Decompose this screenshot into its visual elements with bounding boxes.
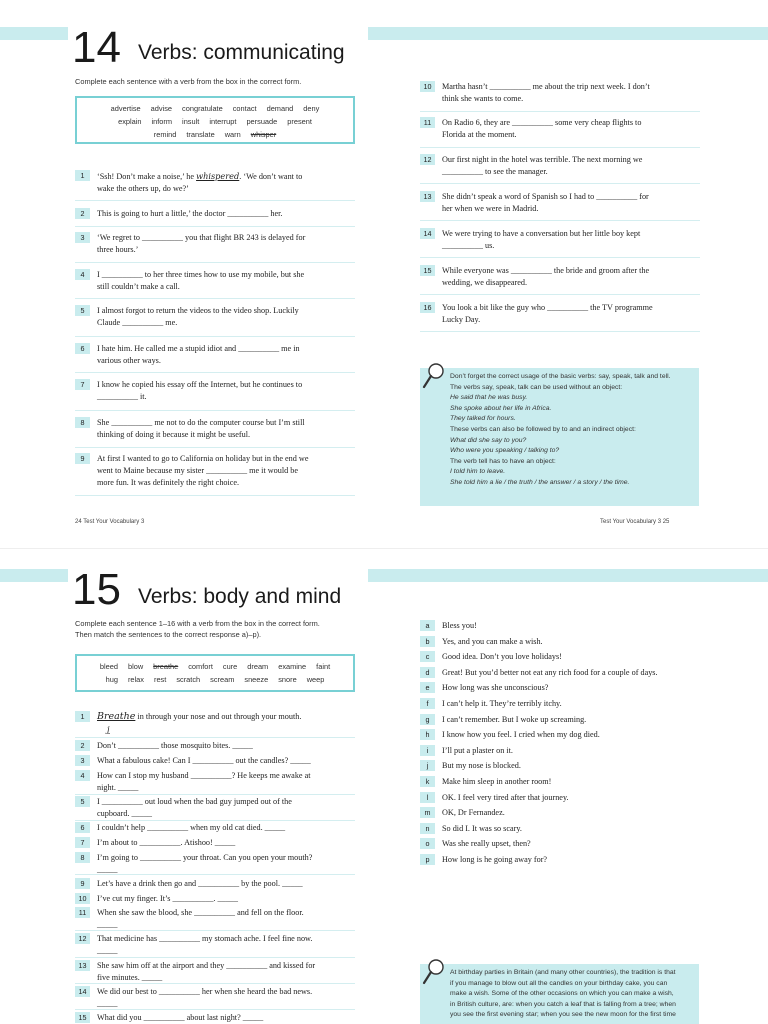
word: advise bbox=[150, 104, 173, 113]
question-15-2 bbox=[75, 740, 365, 754]
response-i bbox=[420, 745, 720, 759]
question-number: 14 bbox=[420, 228, 435, 239]
magnifier-icon bbox=[421, 362, 447, 390]
question-14-1 bbox=[75, 170, 365, 200]
word-used: whisper bbox=[250, 130, 277, 139]
magnifier-icon bbox=[421, 958, 447, 986]
word: persuade bbox=[246, 117, 278, 126]
word: translate bbox=[186, 130, 215, 139]
response-p bbox=[420, 854, 720, 868]
question-number: 3 bbox=[75, 755, 90, 766]
question-14-12 bbox=[420, 154, 710, 182]
tip-line: The verb tell has to have an object: bbox=[450, 457, 556, 465]
response-letter: l bbox=[420, 792, 435, 803]
question-14-5 bbox=[75, 305, 365, 333]
word: faint bbox=[316, 662, 331, 671]
question-15-3 bbox=[75, 755, 365, 769]
divider bbox=[75, 336, 355, 337]
question-text: We did our best to __________ her when she heard the bad news. _____ bbox=[97, 987, 313, 1008]
question-14-16 bbox=[420, 302, 710, 330]
question-number: 10 bbox=[420, 81, 435, 92]
word: bleed bbox=[99, 662, 118, 671]
question-text: She saw him off at the airport and they __________ and kissed for five minutes. _____ bbox=[97, 961, 316, 982]
word: relax bbox=[127, 675, 144, 684]
response-f bbox=[420, 698, 720, 712]
question-number: 15 bbox=[75, 1012, 90, 1023]
question-15-15 bbox=[75, 1012, 365, 1024]
response-c bbox=[420, 651, 720, 665]
question-text: I almost forgot to return the videos to the video shop. Luckily Claude __________ me. bbox=[97, 306, 299, 327]
question-15-6 bbox=[75, 822, 365, 836]
word: scratch bbox=[176, 675, 201, 684]
question-text: I’ve cut my finger. It’s __________. _____ bbox=[97, 894, 238, 903]
unit14-instruction: Complete each sentence with a verb from the box in the correct form. bbox=[75, 77, 302, 86]
tip-line: if you manage to blow out all the candles on your birthday cake, you can bbox=[450, 979, 668, 987]
question-text: At first I wanted to go to California on holiday but in the end we went to Maine because my sister __________ me it would be more fun. It was definitely the right choice. bbox=[97, 454, 309, 487]
word: hug bbox=[105, 675, 118, 684]
response-letter: a bbox=[420, 620, 435, 631]
divider bbox=[75, 874, 355, 875]
response-letter: p bbox=[420, 854, 435, 865]
word: scream bbox=[210, 675, 235, 684]
tip-example: She told him a lie / the truth / the answer / a story / the time. bbox=[450, 478, 630, 486]
question-number: 15 bbox=[420, 265, 435, 276]
divider bbox=[75, 794, 355, 795]
question-number: 2 bbox=[75, 740, 90, 751]
response-text: Good idea. Don’t you love holidays! bbox=[442, 652, 562, 662]
question-14-4 bbox=[75, 269, 365, 297]
tip-line: make a wish. Some of the other occasions on which you can make a wish, bbox=[450, 990, 674, 998]
word: explain bbox=[118, 117, 142, 126]
response-a bbox=[420, 620, 720, 634]
unit14-box-row-1 bbox=[77, 102, 353, 115]
response-text: I can’t remember. But I woke up screaming. bbox=[442, 714, 587, 724]
word: dream bbox=[247, 662, 269, 671]
question-15-7 bbox=[75, 837, 365, 851]
divider bbox=[420, 220, 700, 221]
question-15-9 bbox=[75, 878, 365, 892]
response-text: Yes, and you can make a wish. bbox=[442, 636, 543, 646]
tip-example: She spoke about her life in Africa. bbox=[450, 404, 552, 412]
unit14-box-row-3 bbox=[77, 128, 353, 141]
question-15-1 bbox=[75, 711, 365, 737]
tip-example: I told him to leave. bbox=[450, 468, 506, 476]
word: inform bbox=[151, 117, 173, 126]
response-letter: b bbox=[420, 636, 435, 647]
divider bbox=[75, 447, 355, 448]
question-14-6 bbox=[75, 343, 365, 371]
question-number: 11 bbox=[75, 907, 90, 918]
question-number: 1 bbox=[75, 711, 90, 722]
response-letter: n bbox=[420, 823, 435, 834]
question-text: I’m about to __________. Atishoo! _____ bbox=[97, 838, 236, 847]
question-number: 7 bbox=[75, 379, 90, 390]
word: weep bbox=[306, 675, 325, 684]
question-text: ‘Ssh! Don’t make a noise,’ he whispered. ‘We don’t want to wake the others up, do we?’ bbox=[97, 171, 303, 193]
question-number: 1 bbox=[75, 170, 90, 181]
question-text: Let’s have a drink then go and __________ by the pool. _____ bbox=[97, 879, 303, 888]
response-letter: d bbox=[420, 667, 435, 678]
handwritten-match: j bbox=[107, 724, 110, 734]
question-14-8 bbox=[75, 417, 365, 445]
question-text: That medicine has __________ my stomach ache. I feel fine now. _____ bbox=[97, 934, 313, 955]
divider bbox=[75, 983, 355, 984]
question-number: 5 bbox=[75, 305, 90, 316]
question-number: 8 bbox=[75, 852, 90, 863]
question-number: 4 bbox=[75, 269, 90, 280]
page-footer-right: Test Your Vocabulary 3 25 bbox=[600, 519, 670, 525]
response-text: I’ll put a plaster on it. bbox=[442, 745, 513, 755]
handwritten-answer: whispered bbox=[196, 171, 240, 181]
word: remind bbox=[153, 130, 177, 139]
question-14-11 bbox=[420, 117, 710, 145]
unit15-instruction: Complete each sentence 1–16 with a verb from the box in the correct form. Then match the sentences to the correct response a)–p). bbox=[75, 619, 320, 639]
tip-example: He said that he was busy. bbox=[450, 394, 528, 402]
divider bbox=[420, 183, 700, 184]
question-text: I’m going to __________ your throat. Can you open your mouth? _____ bbox=[97, 853, 313, 874]
question-14-15 bbox=[420, 265, 710, 293]
question-text: She didn’t speak a word of Spanish so I had to __________ for her when we were in Madrid. bbox=[442, 192, 649, 213]
divider bbox=[75, 737, 355, 738]
divider bbox=[420, 294, 700, 295]
tip-example: What did she say to you? bbox=[450, 436, 527, 444]
response-text: How long is he going away for? bbox=[442, 855, 548, 864]
question-number: 16 bbox=[420, 302, 435, 313]
unit14-title: Verbs: communicating bbox=[138, 41, 345, 64]
question-text: She __________ me not to do the computer course but I’m still thinking of doing it because it might be useful. bbox=[97, 418, 305, 439]
unit14-box-row-2 bbox=[77, 115, 353, 128]
question-number: 4 bbox=[75, 770, 90, 781]
question-14-13 bbox=[420, 191, 710, 219]
word: snore bbox=[278, 675, 297, 684]
tip-line: The verbs say, speak, talk can be used without an object: bbox=[450, 383, 623, 391]
unit15-title: Verbs: body and mind bbox=[138, 585, 342, 608]
word: comfort bbox=[188, 662, 213, 671]
word: advertise bbox=[110, 104, 141, 113]
word: insult bbox=[182, 117, 200, 126]
response-j bbox=[420, 760, 720, 774]
question-text: On Radio 6, they are __________ some very cheap flights to Florida at the moment. bbox=[442, 118, 642, 139]
question-number: 10 bbox=[75, 893, 90, 904]
question-14-10 bbox=[420, 81, 710, 109]
divider bbox=[420, 147, 700, 148]
tip-example: They talked for hours. bbox=[450, 415, 516, 423]
question-text: While everyone was __________ the bride and groom after the wedding, we disappeared. bbox=[442, 266, 650, 287]
response-text: How long was she unconscious? bbox=[442, 683, 549, 693]
divider bbox=[75, 820, 355, 821]
divider bbox=[75, 372, 355, 373]
divider bbox=[75, 930, 355, 931]
question-text: I couldn’t help __________ when my old cat died. _____ bbox=[97, 823, 286, 832]
response-h bbox=[420, 729, 720, 743]
question-number: 6 bbox=[75, 343, 90, 354]
question-15-12 bbox=[75, 933, 365, 959]
unit14-word-box bbox=[75, 96, 355, 144]
response-d bbox=[420, 667, 720, 681]
divider bbox=[420, 111, 700, 112]
question-number: 9 bbox=[75, 878, 90, 889]
word: interrupt bbox=[209, 117, 237, 126]
word: examine bbox=[278, 662, 307, 671]
question-text: I __________ out loud when the bad guy jumped out of the cupboard. _____ bbox=[97, 797, 292, 818]
question-text: Don’t __________ those mosquito bites. _____ bbox=[97, 741, 253, 750]
question-text: Martha hasn’t __________ me about the trip next week. I don’t think she wants to come. bbox=[442, 82, 650, 103]
question-number: 14 bbox=[75, 986, 90, 997]
divider bbox=[75, 298, 355, 299]
word: sneeze bbox=[244, 675, 269, 684]
unit15-box-row-2 bbox=[77, 673, 353, 686]
page-footer-left: 24 Test Your Vocabulary 3 bbox=[75, 519, 145, 525]
response-b bbox=[420, 636, 720, 650]
question-14-3 bbox=[75, 232, 365, 260]
tip-line: Don’t forget the correct usage of the basic verbs: say, speak, talk and tell. bbox=[450, 373, 671, 380]
response-g bbox=[420, 714, 720, 728]
response-text: Make him sleep in another room! bbox=[442, 777, 552, 786]
response-m bbox=[420, 807, 720, 821]
question-number: 7 bbox=[75, 837, 90, 848]
word: demand bbox=[266, 104, 294, 113]
response-text: Great! But you’d better not eat any rich food for a couple of days. bbox=[442, 667, 658, 677]
response-letter: k bbox=[420, 776, 435, 787]
word-used: breathe bbox=[153, 662, 179, 671]
word: rest bbox=[153, 675, 167, 684]
response-text: But my nose is blocked. bbox=[442, 761, 521, 771]
tip-example: Who were you speaking / talking to? bbox=[450, 447, 560, 455]
question-number: 13 bbox=[420, 191, 435, 202]
question-text: When she saw the blood, she __________ and fell on the floor. _____ bbox=[97, 908, 304, 929]
response-letter: m bbox=[420, 807, 435, 818]
question-14-7 bbox=[75, 379, 365, 407]
word: congratulate bbox=[182, 104, 223, 113]
response-letter: j bbox=[420, 760, 435, 771]
question-number: 8 bbox=[75, 417, 90, 428]
question-number: 12 bbox=[420, 154, 435, 165]
question-text: ‘We regret to __________ you that flight BR 243 is delayed for three hours.’ bbox=[97, 233, 306, 254]
unit15-tip-box bbox=[420, 964, 699, 1024]
divider bbox=[75, 957, 355, 958]
question-number: 6 bbox=[75, 822, 90, 833]
question-number: 3 bbox=[75, 232, 90, 243]
response-letter: f bbox=[420, 698, 435, 709]
tip-line: At birthday parties in Britain (and many other countries), the tradition is that bbox=[450, 969, 676, 976]
word: warn bbox=[224, 130, 241, 139]
divider bbox=[75, 262, 355, 263]
divider bbox=[75, 410, 355, 411]
question-text: How can I stop my husband __________? He keeps me awake at night. _____ bbox=[97, 771, 311, 792]
question-text: This is going to hurt a little,’ the doctor __________ her. bbox=[97, 209, 283, 218]
word: blow bbox=[127, 662, 144, 671]
question-number: 5 bbox=[75, 796, 90, 807]
response-e bbox=[420, 682, 720, 696]
response-letter: o bbox=[420, 838, 435, 849]
question-text: Our first night in the hotel was terrible. The next morning we __________ to see the manager. bbox=[442, 155, 643, 176]
response-text: Bless you! bbox=[442, 621, 477, 630]
response-n bbox=[420, 823, 720, 837]
question-text: What did you __________ about last night? _____ bbox=[97, 1013, 264, 1022]
unit14-number: 14 bbox=[72, 23, 121, 72]
question-14-9 bbox=[75, 453, 365, 493]
handwritten-answer: Breathe bbox=[97, 711, 136, 722]
question-number: 2 bbox=[75, 208, 90, 219]
question-number: 9 bbox=[75, 453, 90, 464]
question-14-2 bbox=[75, 208, 365, 224]
question-15-5 bbox=[75, 796, 365, 822]
response-text: I know how you feel. I cried when my dog died. bbox=[442, 730, 600, 740]
response-text: OK, Dr Fernandez. bbox=[442, 808, 505, 818]
divider bbox=[75, 200, 355, 201]
tip-line: These verbs can also be followed by to and an indirect object: bbox=[450, 425, 636, 433]
response-letter: c bbox=[420, 651, 435, 662]
response-text: I can’t help it. They’re terribly itchy. bbox=[442, 699, 562, 708]
unit15-word-box bbox=[75, 654, 355, 692]
response-letter: e bbox=[420, 682, 435, 693]
question-text: I __________ to her three times how to use my mobile, but she still couldn’t make a call. bbox=[97, 270, 305, 291]
response-letter: g bbox=[420, 714, 435, 725]
response-l bbox=[420, 792, 720, 806]
divider bbox=[420, 331, 700, 332]
question-text: I know he copied his essay off the Internet, but he continues to __________ it. bbox=[97, 380, 303, 401]
page-separator bbox=[0, 548, 768, 549]
response-letter: i bbox=[420, 745, 435, 756]
divider bbox=[75, 226, 355, 227]
response-letter: h bbox=[420, 729, 435, 740]
word: present bbox=[287, 117, 312, 126]
response-o bbox=[420, 838, 720, 852]
divider bbox=[420, 257, 700, 258]
unit15-box-row-1 bbox=[77, 660, 353, 673]
question-text: What a fabulous cake! Can I __________ out the candles? _____ bbox=[97, 756, 311, 765]
tip-line: you see the first evening star; when you see the new moon for the first time bbox=[450, 1011, 676, 1019]
question-text: I hate him. He called me a stupid idiot and __________ me in various other ways. bbox=[97, 344, 300, 365]
question-text: We were trying to have a conversation but her little boy kept __________ us. bbox=[442, 229, 641, 250]
word: contact bbox=[232, 104, 257, 113]
divider bbox=[75, 1009, 355, 1010]
tip-line: in British culture, are: when you catch a leaf that is falling from a tree; when bbox=[450, 1000, 676, 1008]
unit14-tip-box bbox=[420, 368, 699, 506]
question-15-4 bbox=[75, 770, 365, 796]
question-number: 11 bbox=[420, 117, 435, 128]
question-number: 13 bbox=[75, 960, 90, 971]
response-text: OK. I feel very tired after that journey. bbox=[442, 792, 569, 802]
word: deny bbox=[303, 104, 320, 113]
question-text: You look a bit like the guy who __________ the TV programme Lucky Day. bbox=[442, 303, 653, 324]
question-number: 12 bbox=[75, 933, 90, 944]
question-14-14 bbox=[420, 228, 710, 256]
response-text: So did I. It was so scary. bbox=[442, 823, 522, 833]
response-k bbox=[420, 776, 720, 790]
divider bbox=[75, 495, 355, 496]
question-15-10 bbox=[75, 893, 365, 907]
question-15-14 bbox=[75, 986, 365, 1010]
word: cure bbox=[222, 662, 238, 671]
response-text: Was she really upset, then? bbox=[442, 839, 531, 849]
unit15-number: 15 bbox=[72, 565, 121, 614]
question-text: Breathe in through your nose and out through your mouth. j bbox=[97, 711, 302, 734]
